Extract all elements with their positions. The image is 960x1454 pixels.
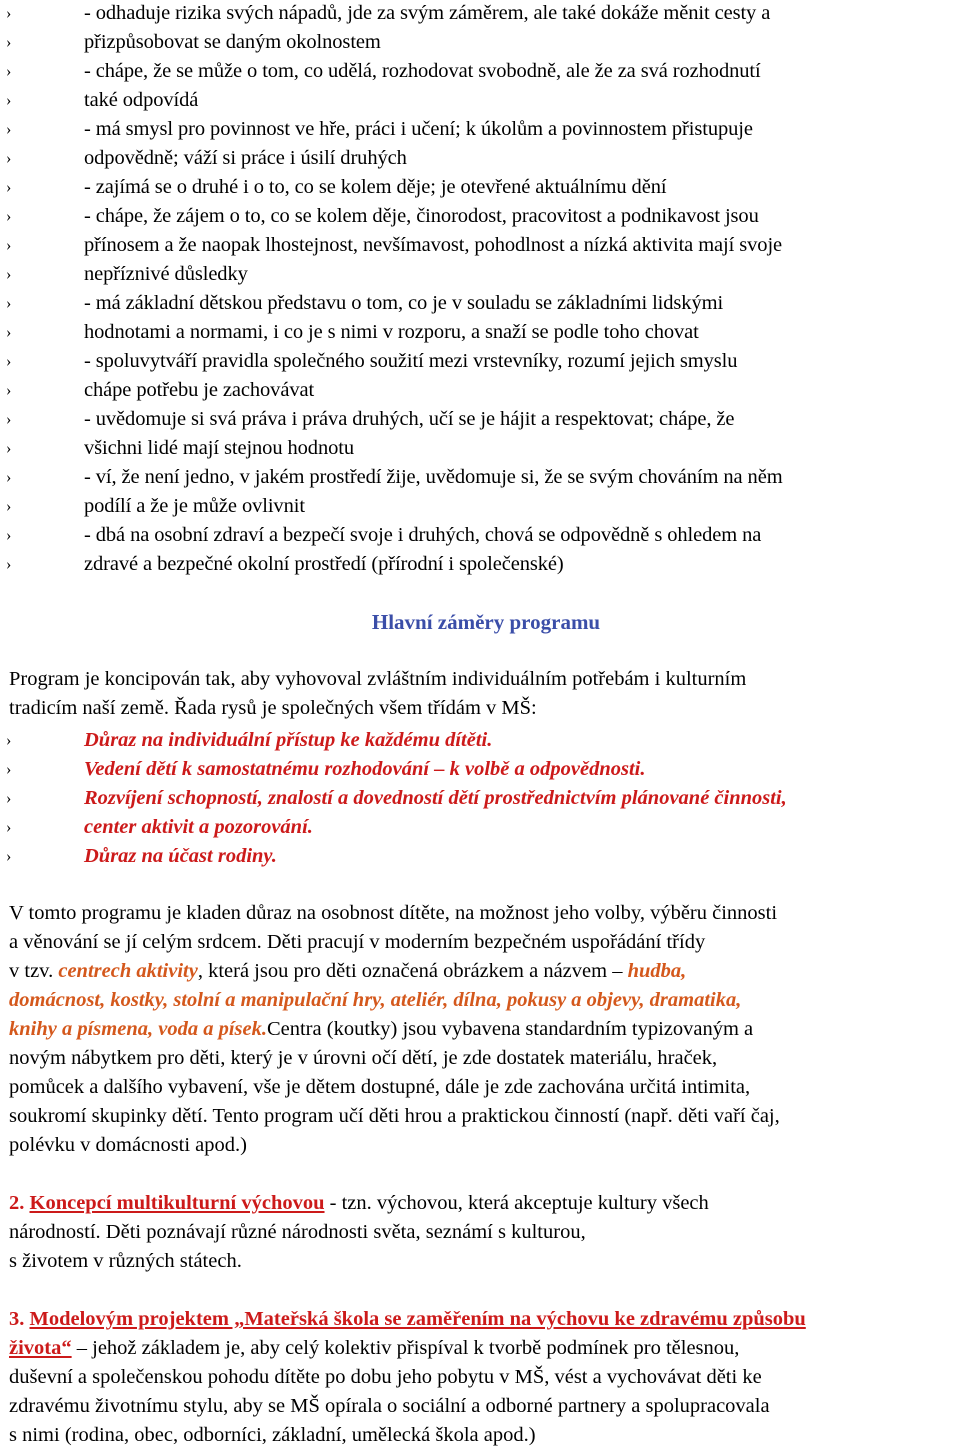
- list-item: [0, 289, 960, 318]
- bullet-mark: ›: [6, 382, 12, 399]
- list-item: [0, 173, 960, 202]
- bullet-mark: ›: [6, 411, 12, 428]
- goal-item: [0, 813, 960, 842]
- intro-line-1: Program je koncipován tak, aby vyhovoval zvláštním individuálním potřebám i kulturním: [9, 668, 747, 690]
- text-span: Centra (koutky) jsou vybavena standardním typizovaným a: [266, 1018, 754, 1040]
- section-heading: Hlavní záměry programu: [371, 610, 601, 634]
- program-line-1: V tomto programu je kladen důraz na osobnost dítěte, na možnost jeho volby, výběru činnosti: [9, 902, 778, 924]
- bullet-mark: ›: [6, 63, 12, 80]
- list-item-text: - dbá na osobní zdraví a bezpečí svoje i druhých, chová se odpovědně s ohledem na: [84, 524, 762, 546]
- list-item-text: - odhaduje rizika svých nápadů, jde za svým záměrem, ale také dokáže měnit cesty a: [84, 2, 771, 24]
- bullet-mark: ›: [6, 295, 12, 312]
- list-item: [0, 231, 960, 260]
- center-names: knihy a písmena, voda a písek.: [9, 1018, 267, 1040]
- activity-centers-term: centrech aktivity: [58, 960, 198, 982]
- list-item: [0, 405, 960, 434]
- list-item-text: odpovědně; váží si práce i úsilí druhých: [84, 147, 407, 169]
- section-3-line-2: [9, 1334, 739, 1363]
- text-span: - tzn. výchovou, která akceptuje kultury všech: [324, 1192, 709, 1214]
- bullet-mark: ›: [6, 469, 12, 486]
- goal-item: [0, 842, 960, 871]
- goal-text: Rozvíjení schopností, znalostí a dovedností dětí prostřednictvím plánované činnosti,: [84, 787, 787, 809]
- list-item: [0, 115, 960, 144]
- list-item-text: přizpůsobovat se daným okolnostem: [84, 31, 381, 53]
- program-line-5: [9, 1015, 753, 1044]
- bullet-mark: ›: [6, 353, 12, 370]
- section-2-line-3: s životem v různých státech.: [9, 1250, 242, 1272]
- bullet-mark: ›: [6, 732, 12, 749]
- program-line-8: soukromí skupinky dětí. Tento program učí děti hrou a praktickou činností (např. děti vaří čaj,: [9, 1105, 780, 1127]
- section-3-line-4: zdravému životnímu stylu, aby se MŠ opírala o sociální a odborné partnery a spolupracovala: [9, 1395, 770, 1417]
- bullet-mark: ›: [6, 266, 12, 283]
- bullet-mark: ›: [6, 34, 12, 51]
- list-item-text: podílí a že je může ovlivnit: [84, 495, 305, 517]
- list-item: [0, 28, 960, 57]
- section-3-line-1: [9, 1305, 806, 1334]
- section-number: 2.: [9, 1192, 30, 1214]
- program-line-7: pomůcek a dalšího vybavení, vše je dětem dostupné, dále je zde zachována určitá intimita,: [9, 1076, 751, 1098]
- bullet-mark: ›: [6, 121, 12, 138]
- intro-line-2: tradicím naší země. Řada rysů je společných všem třídám v MŠ:: [9, 697, 537, 719]
- program-line-9: polévku v domácnosti apod.): [9, 1134, 247, 1156]
- list-item-text: - uvědomuje si svá práva i práva druhých, učí se je hájit a respektovat; chápe, že: [84, 408, 735, 430]
- bullet-mark: ›: [6, 790, 12, 807]
- program-line-6: novým nábytkem pro děti, který je v úrovni očí dětí, je zde dostatek materiálu, hraček,: [9, 1047, 718, 1069]
- section-3-title-end: života“: [9, 1337, 72, 1359]
- bullet-mark: ›: [6, 527, 12, 544]
- list-item-text: - chápe, že se může o tom, co udělá, rozhodovat svobodně, ale že za svá rozhodnutí: [84, 60, 761, 82]
- list-item-text: všichni lidé mají stejnou hodnotu: [84, 437, 355, 459]
- list-item: [0, 521, 960, 550]
- list-item-text: - má základní dětskou představu o tom, co je v souladu se základními lidskými: [84, 292, 724, 314]
- list-item: [0, 260, 960, 289]
- goal-text: Vedení dětí k samostatnému rozhodování – k volbě a odpovědnosti.: [84, 758, 646, 780]
- bullet-mark: ›: [6, 498, 12, 515]
- bullet-mark: ›: [6, 324, 12, 341]
- section-3-title: Modelovým projektem „Mateřská škola se zaměřením na výchovu ke zdravému způsobu: [29, 1308, 806, 1330]
- list-item: [0, 57, 960, 86]
- goal-text: Důraz na individuální přístup ke každému dítěti.: [84, 729, 493, 751]
- bullet-mark: ›: [6, 150, 12, 167]
- list-item: [0, 463, 960, 492]
- bullet-mark: ›: [6, 819, 12, 836]
- bullet-mark: ›: [6, 848, 12, 865]
- bullet-mark: ›: [6, 92, 12, 109]
- section-2-line-1: [9, 1189, 709, 1218]
- bullet-mark: ›: [6, 440, 12, 457]
- list-item-text: zdravé a bezpečné okolní prostředí (přírodní i společenské): [84, 553, 564, 575]
- goal-text: center aktivit a pozorování.: [84, 816, 313, 838]
- program-line-4: domácnost, kostky, stolní a manipulační hry, ateliér, dílna, pokusy a objevy, dramatika,: [9, 989, 742, 1011]
- list-item: [0, 347, 960, 376]
- text-span: – jehož základem je, aby celý kolektiv přispíval k tvorbě podmínek pro tělesnou,: [71, 1337, 740, 1359]
- list-item: [0, 434, 960, 463]
- program-line-3: [9, 957, 686, 986]
- list-item: [0, 202, 960, 231]
- list-item-text: - má smysl pro povinnost ve hře, práci i učení; k úkolům a povinnostem přistupuje: [84, 118, 753, 140]
- list-item: [0, 86, 960, 115]
- list-item: [0, 0, 960, 28]
- list-item-text: - ví, že není jedno, v jakém prostředí žije, uvědomuje si, že se svým chováním na něm: [84, 466, 783, 488]
- section-2-line-2: národností. Děti poznávají různé národnosti světa, seznámí s kulturou,: [9, 1221, 586, 1243]
- bullet-mark: ›: [6, 556, 12, 573]
- goal-item: [0, 784, 960, 813]
- program-line-2: a věnování se jí celým srdcem. Děti pracují v moderním bezpečném uspořádání třídy: [9, 931, 706, 953]
- section-3-line-3: duševní a společenskou pohodu dítěte po dobu jeho pobytu v MŠ, vést a vychovávat děti ke: [9, 1366, 762, 1388]
- center-name: hudba,: [627, 960, 687, 982]
- list-item-text: chápe potřebu je zachovávat: [84, 379, 315, 401]
- section-3-line-5: s nimi (rodina, obec, odborníci, základní, umělecká škola apod.): [9, 1424, 536, 1446]
- bullet-mark: ›: [6, 208, 12, 225]
- bullet-mark: ›: [6, 761, 12, 778]
- goal-item: [0, 726, 960, 755]
- list-item-text: přínosem a že naopak lhostejnost, nevšímavost, pohodlnost a nízká aktivita mají svoje: [84, 234, 783, 256]
- bullet-mark: ›: [6, 5, 12, 22]
- list-item-text: také odpovídá: [84, 89, 199, 111]
- list-item-text: nepříznivé důsledky: [84, 263, 248, 285]
- list-item: [0, 492, 960, 521]
- list-item: [0, 144, 960, 173]
- list-item-text: hodnotami a normami, i co je s nimi v rozporu, a snaží se podle toho chovat: [84, 321, 699, 343]
- text-span: , která jsou pro děti označená obrázkem a názvem –: [197, 960, 628, 982]
- bullet-mark: ›: [6, 237, 12, 254]
- list-item-text: - zajímá se o druhé i o to, co se kolem děje; je otevřené aktuálnímu dění: [84, 176, 667, 198]
- section-2-title: Koncepcí multikulturní výchovou: [29, 1192, 325, 1214]
- section-number: 3.: [9, 1308, 30, 1330]
- bullet-mark: ›: [6, 179, 12, 196]
- text-span: v tzv.: [9, 960, 59, 982]
- list-item: [0, 550, 960, 579]
- list-item: [0, 318, 960, 347]
- list-item-text: - chápe, že zájem o to, co se kolem děje, činorodost, pracovitost a podnikavost jsou: [84, 205, 759, 227]
- goal-item: [0, 755, 960, 784]
- list-item: [0, 376, 960, 405]
- goal-text: Důraz na účast rodiny.: [84, 845, 277, 867]
- list-item-text: - spoluvytváří pravidla společného soužití mezi vrstevníky, rozumí jejich smyslu: [84, 350, 738, 372]
